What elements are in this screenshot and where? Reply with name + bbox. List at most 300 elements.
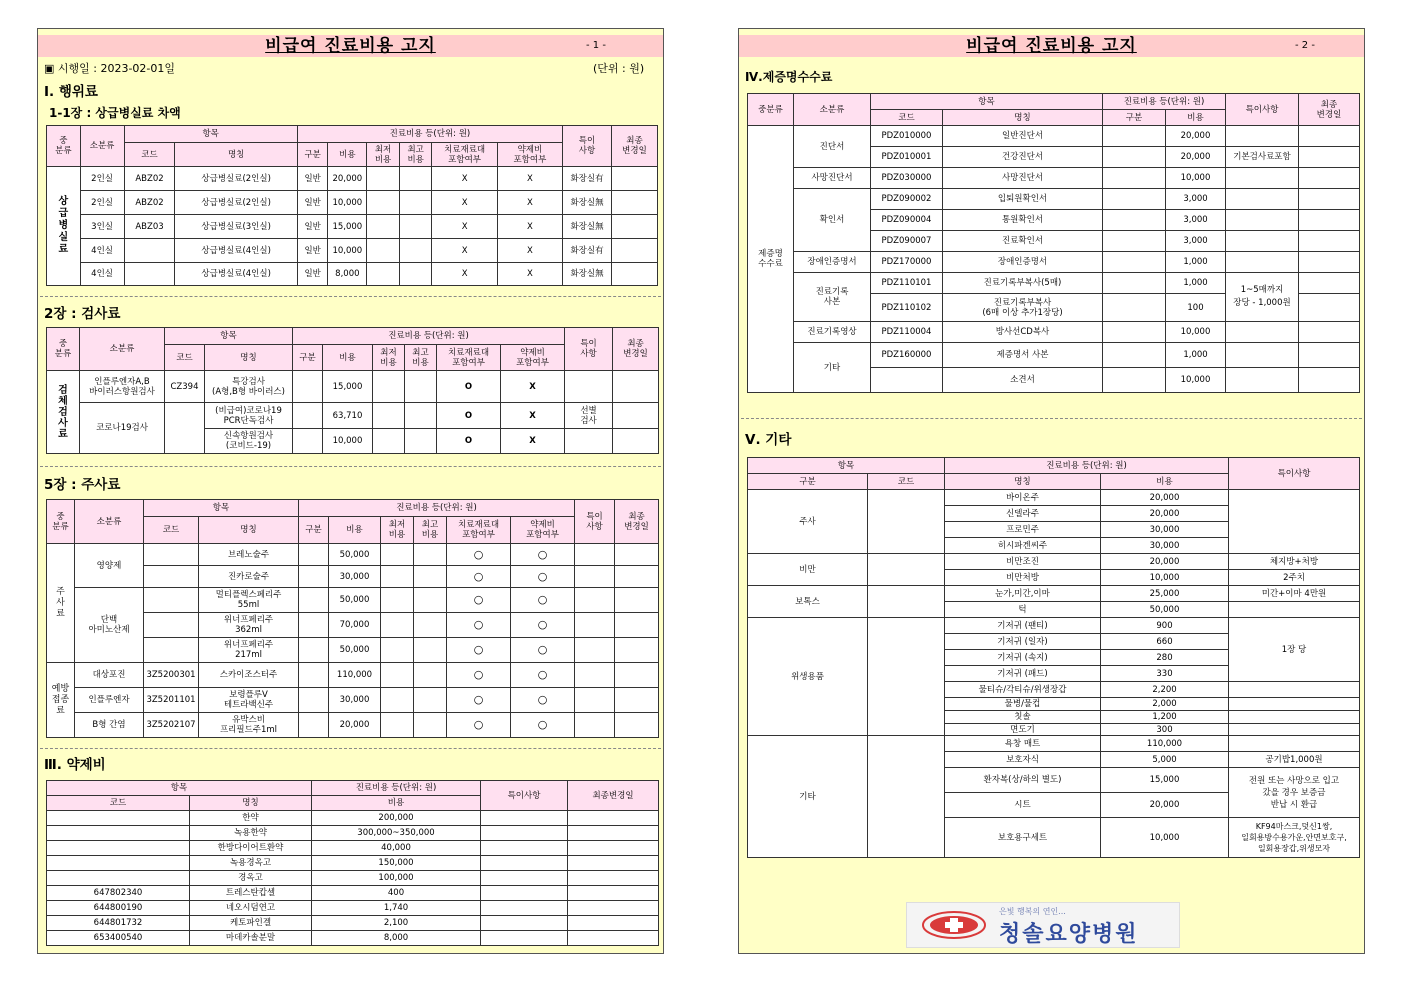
header-cost-group: 진료비용 등(단위: 원)	[1103, 94, 1226, 110]
cell-note	[1229, 602, 1360, 618]
cell-date	[1299, 368, 1360, 393]
cell-category: 보톡스	[748, 586, 868, 618]
header-note: 특이사항	[1226, 94, 1299, 126]
cell-date	[615, 613, 659, 638]
header-min: 최저 비용	[373, 345, 405, 371]
cell-type: 일반	[297, 215, 328, 239]
header-note: 특이사항	[1229, 458, 1360, 490]
group-label: 상 급 병 실 료	[47, 167, 81, 286]
cell-cost: 280	[1101, 650, 1229, 666]
cell-cost: 10,000	[1166, 322, 1226, 343]
header-drug: 약제비 포함여부	[497, 143, 562, 167]
header-code: 코드	[124, 143, 175, 167]
cell-code: PDZ170000	[871, 252, 943, 273]
cell-cost: 50,000	[329, 544, 381, 566]
cell-cost: 8,000	[312, 931, 481, 946]
page-number: - 1 -	[586, 40, 606, 51]
cell-name: 상급병실료(3인실)	[175, 215, 297, 239]
cell-category: 주사	[748, 490, 868, 554]
cell-material: ○	[447, 613, 511, 638]
section-title: 5장 : 주사료	[44, 477, 121, 493]
header-code: 코드	[871, 110, 943, 126]
cell-sub: 영양제	[75, 544, 144, 588]
table-row	[47, 713, 659, 738]
cell-type	[1103, 189, 1166, 210]
cell-date	[568, 931, 659, 946]
cell-code: 647802340	[47, 886, 190, 901]
cell-max	[414, 663, 447, 688]
logo-tagline: 은빛 행복의 연인...	[999, 907, 1066, 916]
cell-name: 브레노술주	[199, 544, 299, 566]
cell-date	[611, 191, 657, 215]
cell-cost: 2,000	[1101, 698, 1229, 711]
header-note: 특이 사항	[565, 328, 613, 371]
cell-cost: 10,000	[323, 429, 373, 454]
cell-cost: 15,000	[323, 371, 373, 403]
cell-sub: 4인실	[80, 239, 124, 263]
cell-min	[373, 371, 405, 403]
header-date: 최종 변경일	[613, 328, 659, 371]
cell-min	[381, 544, 414, 566]
header-item: 항목	[47, 781, 312, 796]
cell-material: O	[437, 371, 501, 403]
cell-cost: 110,000	[329, 663, 381, 688]
table-row	[47, 871, 659, 886]
header-item: 항목	[871, 94, 1103, 110]
cell-cost: 15,000	[328, 215, 367, 239]
cell-material: O	[437, 403, 501, 429]
cell-min	[367, 167, 400, 191]
cell-name: 신속항원검사 (코비드-19)	[205, 429, 293, 454]
cell-type: 일반	[297, 191, 328, 215]
cell-max	[414, 713, 447, 738]
cell-code: PDZ110004	[871, 322, 943, 343]
cell-sub: 인플루엔자A,B 바이러스항원검사	[80, 371, 165, 403]
cell-date	[611, 167, 657, 191]
cell-note	[575, 638, 615, 663]
header-mid-category: 중 분류	[47, 328, 80, 371]
cell-date	[613, 371, 659, 403]
cell-sub: 대상포진	[75, 663, 144, 688]
cell-date	[1299, 322, 1360, 343]
section-subtitle: 1-1장 : 상급병실료 차액	[49, 106, 181, 120]
header-name: 명칭	[190, 796, 312, 811]
cell-name: 경옥고	[190, 871, 312, 886]
cell-cost: 3,000	[1166, 210, 1226, 231]
cell-cost: 50,000	[329, 638, 381, 663]
cell-code	[871, 368, 943, 393]
table-row	[47, 544, 659, 566]
cell-name: 마데카솔분말	[190, 931, 312, 946]
cell-type	[1103, 273, 1166, 294]
cell-note	[1226, 368, 1299, 393]
cell-cost: 20,000	[1166, 147, 1226, 168]
cell-date	[568, 856, 659, 871]
section-divider	[741, 418, 1362, 419]
cell-name: 상급병실료(2인실)	[175, 167, 297, 191]
cell-category: 비만	[748, 554, 868, 586]
cell-name: 칫솔	[945, 711, 1101, 724]
header-sub-category: 소분류	[80, 126, 124, 167]
cell-code: PDZ090007	[871, 231, 943, 252]
cell-code	[868, 554, 945, 586]
cell-code: ABZ03	[124, 215, 175, 239]
cell-type: 일반	[297, 167, 328, 191]
cell-code	[868, 490, 945, 554]
cell-min	[381, 566, 414, 588]
cell-cost: 10,000	[1166, 368, 1226, 393]
cell-code: 3Z5200301	[144, 663, 199, 688]
header-type: 구분	[297, 143, 328, 167]
cell-cost: 20,000	[329, 713, 381, 738]
cell-sub: B형 간염	[75, 713, 144, 738]
cell-type	[1103, 343, 1166, 368]
cell-code: 644800190	[47, 901, 190, 916]
header-cost: 비용	[328, 143, 367, 167]
cell-drug: ○	[511, 588, 575, 613]
cell-name: 제증명서 사본	[943, 343, 1103, 368]
cell-cost: 20,000	[1101, 506, 1229, 522]
cell-cost: 1,200	[1101, 711, 1229, 724]
cell-sub: 진료기록영상	[794, 322, 871, 343]
table-row	[47, 663, 659, 688]
cell-drug: X	[497, 167, 562, 191]
cell-min	[381, 688, 414, 713]
cell-date	[1299, 147, 1360, 168]
cell-code: PDZ160000	[871, 343, 943, 368]
cell-material: X	[432, 239, 497, 263]
cell-code: 653400540	[47, 931, 190, 946]
section-title: Ⅳ.제증명수수료	[745, 70, 833, 84]
cell-code: PDZ010000	[871, 126, 943, 147]
cell-type	[299, 663, 329, 688]
cell-max	[405, 371, 437, 403]
header-mid-category: 중 분류	[47, 500, 75, 544]
header-sub-category: 소분류	[75, 500, 144, 544]
cell-note: 1장 당	[1229, 618, 1360, 682]
cell-name: 케토파인겔	[190, 916, 312, 931]
cell-max	[414, 588, 447, 613]
cell-name: 턱	[945, 602, 1101, 618]
header-cost-group: 진료비용 등(단위: 원)	[293, 328, 565, 345]
cell-type	[299, 638, 329, 663]
table-row	[47, 931, 659, 946]
cell-sub: 2인실	[80, 191, 124, 215]
cell-drug: ○	[511, 566, 575, 588]
notice-page-1	[37, 28, 664, 954]
cell-material: ○	[447, 688, 511, 713]
cell-min	[381, 663, 414, 688]
page-title: 비급여 진료비용 고지	[265, 36, 436, 56]
table-row	[47, 371, 659, 403]
cell-code: 3Z5201101	[144, 688, 199, 713]
table-row	[47, 403, 659, 429]
cell-max	[414, 613, 447, 638]
group-label: 주 사 료	[47, 544, 75, 663]
cell-min	[367, 191, 400, 215]
table-row	[47, 688, 659, 713]
cell-note	[481, 811, 568, 826]
cell-cost: 2,100	[312, 916, 481, 931]
test-fee-table	[46, 327, 659, 454]
cell-name: 위너프페리주 217ml	[199, 638, 299, 663]
certificate-fee-table	[747, 93, 1360, 393]
cell-name: 건강진단서	[943, 147, 1103, 168]
cell-note	[575, 544, 615, 566]
header-max: 최고 비용	[405, 345, 437, 371]
cell-name: 비만처방	[945, 570, 1101, 586]
header-drug: 약제비 포함여부	[501, 345, 565, 371]
cell-note: 화장실無	[563, 263, 612, 286]
cell-name: 장애인증명서	[943, 252, 1103, 273]
cell-note	[1229, 490, 1360, 554]
cell-material: ○	[447, 663, 511, 688]
cell-type	[293, 403, 323, 429]
cell-max	[399, 263, 432, 286]
cell-type	[299, 713, 329, 738]
cell-note	[481, 916, 568, 931]
cell-max	[399, 167, 432, 191]
cell-cost: 150,000	[312, 856, 481, 871]
header-cost: 비용	[1101, 474, 1229, 490]
header-note: 특이 사항	[575, 500, 615, 544]
cell-name: 트레스탄캅셀	[190, 886, 312, 901]
cell-name: 비만조진	[945, 554, 1101, 570]
header-cost-group: 진료비용 등(단위: 원)	[299, 500, 575, 517]
cell-sub: 사망진단서	[794, 168, 871, 189]
header-note: 특이 사항	[563, 126, 612, 167]
header-material: 치료재료대 포함여부	[437, 345, 501, 371]
cell-name: 물티슈/각티슈/위생장갑	[945, 682, 1101, 698]
table-row	[47, 191, 658, 215]
cell-name: 진료기록부복사(5매)	[943, 273, 1103, 294]
cell-cost: 70,000	[329, 613, 381, 638]
cell-note	[575, 663, 615, 688]
cell-code: ABZ02	[124, 191, 175, 215]
cell-min	[373, 429, 405, 454]
logo-name: 청솔요양병원	[999, 922, 1139, 947]
cell-cost: 15,000	[1101, 768, 1229, 793]
page-title-bar	[38, 35, 663, 57]
cell-name: 상급병실료(4인실)	[175, 239, 297, 263]
group-label: 검 체 검 사 료	[47, 371, 80, 454]
cell-code: CZ394	[165, 371, 205, 403]
cell-cost: 30,000	[1101, 538, 1229, 554]
cell-type	[1103, 252, 1166, 273]
cell-name: 네오시덤연고	[190, 901, 312, 916]
header-name: 명칭	[943, 110, 1103, 126]
cell-date	[611, 239, 657, 263]
cell-note	[1229, 724, 1360, 736]
cell-code: ABZ02	[124, 167, 175, 191]
cell-drug: ○	[511, 688, 575, 713]
cell-code	[47, 811, 190, 826]
cell-name: 기저귀 (팬티)	[945, 618, 1101, 634]
table-row	[47, 239, 658, 263]
cell-name: 일반진단서	[943, 126, 1103, 147]
cell-code	[124, 239, 175, 263]
header-sub-category: 소분류	[794, 94, 871, 126]
cell-name: 위너프페리주 362ml	[199, 613, 299, 638]
cell-code	[165, 403, 205, 454]
cell-category: 기타	[748, 736, 868, 858]
cell-type	[1103, 147, 1166, 168]
header-max: 최고 비용	[414, 517, 447, 544]
cell-name: 보호용구세트	[945, 818, 1101, 858]
hospital-logo	[906, 902, 1180, 948]
unit-label: (단위 : 원)	[593, 62, 645, 75]
cell-drug: X	[497, 191, 562, 215]
header-drug: 약제비 포함여부	[511, 517, 575, 544]
cell-cost: 300,000~350,000	[312, 826, 481, 841]
cell-sub: 기타	[794, 343, 871, 393]
cell-type: 일반	[297, 263, 328, 286]
header-item: 항목	[124, 126, 297, 143]
cell-code: 644801732	[47, 916, 190, 931]
cell-note	[481, 871, 568, 886]
cell-date	[568, 901, 659, 916]
header-code: 코드	[165, 345, 205, 371]
section-title: Ⅴ. 기타	[745, 432, 792, 448]
cell-category: 위생용품	[748, 618, 868, 736]
cell-name: 멀티플렉스페리주 55ml	[199, 588, 299, 613]
cell-note	[575, 713, 615, 738]
cell-name: 방사선CD복사	[943, 322, 1103, 343]
cell-name: 통원확인서	[943, 210, 1103, 231]
group-label: 제증명 수수료	[748, 126, 794, 393]
cell-cost: 10,000	[328, 239, 367, 263]
cell-material: O	[437, 429, 501, 454]
cell-cost: 30,000	[329, 566, 381, 588]
cell-code: PDZ090002	[871, 189, 943, 210]
header-item: 항목	[165, 328, 293, 345]
cell-drug: ○	[511, 713, 575, 738]
cell-type	[1103, 231, 1166, 252]
cell-date	[568, 811, 659, 826]
table-row	[748, 554, 1360, 570]
cell-sub: 인플루엔자	[75, 688, 144, 713]
cell-note	[1226, 343, 1299, 368]
other-fee-table	[747, 457, 1360, 858]
cell-note	[565, 371, 613, 403]
cell-cost: 20,000	[1101, 490, 1229, 506]
cell-name: 신델라주	[945, 506, 1101, 522]
cell-name: 기저귀 (속지)	[945, 650, 1101, 666]
cell-max	[414, 544, 447, 566]
cell-min	[373, 403, 405, 429]
header-cost: 비용	[329, 517, 381, 544]
table-row	[47, 167, 658, 191]
cell-type	[293, 429, 323, 454]
page-number: - 2 -	[1295, 40, 1315, 51]
cell-type	[293, 371, 323, 403]
injection-fee-table	[46, 499, 659, 738]
cell-date	[615, 544, 659, 566]
cell-name: 사망진단서	[943, 168, 1103, 189]
cell-date	[568, 826, 659, 841]
header-cost: 비용	[312, 796, 481, 811]
cell-code	[47, 826, 190, 841]
cell-cost: 100,000	[312, 871, 481, 886]
cell-note: KF94마스크,덧신1쌍, 일회용방수용가운,안면보호구, 일회용장갑,위생모자	[1229, 818, 1360, 858]
header-type: 구분	[299, 517, 329, 544]
cell-drug: ○	[511, 613, 575, 638]
cell-cost: 2,200	[1101, 682, 1229, 698]
cell-code: PDZ010001	[871, 147, 943, 168]
medication-fee-table	[46, 780, 659, 946]
cell-name: 녹용한약	[190, 826, 312, 841]
cell-name: 녹용경옥고	[190, 856, 312, 871]
cell-date	[615, 566, 659, 588]
cell-cost: 8,000	[328, 263, 367, 286]
section-divider	[40, 748, 661, 749]
cell-cost: 100	[1166, 294, 1226, 322]
cell-material: X	[432, 191, 497, 215]
cell-name: 기저귀 (일자)	[945, 634, 1101, 650]
header-type: 구분	[293, 345, 323, 371]
header-note: 특이사항	[481, 781, 568, 811]
cell-note	[575, 688, 615, 713]
header-mid-category: 중 분류	[47, 126, 81, 167]
cell-material: X	[432, 215, 497, 239]
cell-date	[611, 263, 657, 286]
cell-cost: 63,710	[323, 403, 373, 429]
cell-code	[868, 736, 945, 858]
cell-type	[1103, 322, 1166, 343]
cell-material: ○	[447, 713, 511, 738]
cell-note	[1226, 322, 1299, 343]
notice-page-2	[738, 28, 1365, 954]
cell-note	[481, 886, 568, 901]
header-name: 명칭	[175, 143, 297, 167]
cell-code	[124, 263, 175, 286]
cell-max	[405, 429, 437, 454]
cell-date	[615, 713, 659, 738]
cell-drug: X	[497, 239, 562, 263]
cell-cost: 30,000	[1101, 522, 1229, 538]
cell-sub: 장애인증명서	[794, 252, 871, 273]
cell-material: ○	[447, 566, 511, 588]
cell-date	[568, 886, 659, 901]
cell-name: 진카로술주	[199, 566, 299, 588]
cell-name: 입퇴원확인서	[943, 189, 1103, 210]
section-title: Ⅰ. 행위료	[44, 84, 98, 100]
header-cost: 비용	[1166, 110, 1226, 126]
cell-note	[481, 841, 568, 856]
cell-code	[144, 638, 199, 663]
cell-name: 보호자식	[945, 752, 1101, 768]
cell-note: 공기밥1,000원	[1229, 752, 1360, 768]
cell-cost: 20,000	[328, 167, 367, 191]
cell-cost: 1,740	[312, 901, 481, 916]
table-row	[47, 886, 659, 901]
cell-cost: 10,000	[1101, 818, 1229, 858]
cell-sub: 확인서	[794, 189, 871, 252]
table-row	[748, 343, 1360, 368]
table-row	[47, 826, 659, 841]
cell-note: 기본검사료포함	[1226, 147, 1299, 168]
cell-note: 미간+이마 4만원	[1229, 586, 1360, 602]
cell-type: 일반	[297, 239, 328, 263]
cell-name: 기저귀 (패드)	[945, 666, 1101, 682]
cell-date	[1299, 189, 1360, 210]
cell-code	[144, 544, 199, 566]
cell-name: 물병/물컵	[945, 698, 1101, 711]
cell-cost: 10,000	[1166, 168, 1226, 189]
cell-drug: ○	[511, 638, 575, 663]
cell-type	[299, 566, 329, 588]
cell-sub: 진단서	[794, 126, 871, 168]
